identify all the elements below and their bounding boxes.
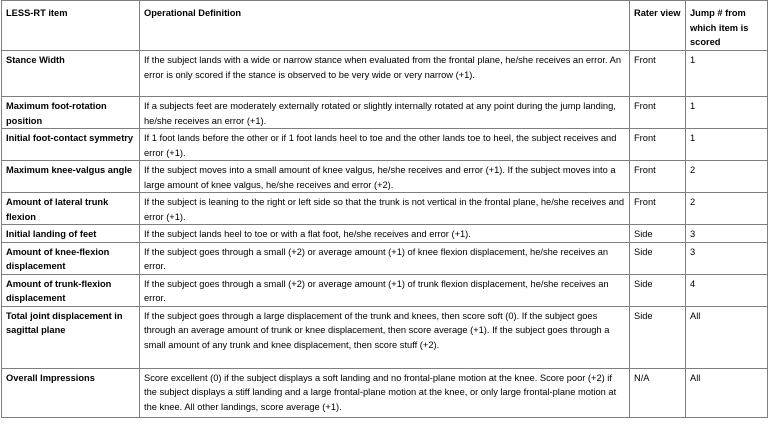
jump-cell: 1: [686, 51, 768, 97]
definition-cell: If the subject lands heel to toe or with a flat foot, he/she receives and error (+1).: [140, 225, 630, 243]
view-cell: Front: [630, 97, 686, 129]
definition-cell: If the subject moves into a small amount of knee valgus, he/she receives and error (+1). If the subject moves into a large amount of knee valgus, he/she receives and error (+2).: [140, 161, 630, 193]
view-cell: Front: [630, 129, 686, 161]
header-jump: Jump # from which item is scored: [686, 1, 768, 51]
table-row: [2, 306, 768, 368]
view-cell: Front: [630, 51, 686, 97]
item-cell: Overall Impressions: [2, 368, 140, 417]
table-row: [2, 225, 768, 243]
definition-cell: If the subject goes through a small (+2) or average amount (+1) of knee flexion displacement, he/she receives an error.: [140, 242, 630, 274]
less-rt-table: [1, 0, 768, 418]
item-cell: Maximum knee-valgus angle: [2, 161, 140, 193]
jump-cell: 3: [686, 242, 768, 274]
table-header-row: [2, 1, 768, 51]
view-cell: Side: [630, 225, 686, 243]
jump-cell: 2: [686, 161, 768, 193]
table-row: [2, 161, 768, 193]
view-cell: Side: [630, 274, 686, 306]
header-definition: Operational Definition: [140, 1, 630, 51]
definition-cell: If the subject goes through a small (+2) or average amount (+1) of trunk flexion displacement, he/she receives an error.: [140, 274, 630, 306]
table-row: [2, 129, 768, 161]
table-row: [2, 274, 768, 306]
item-cell: Maximum foot-rotation position: [2, 97, 140, 129]
jump-cell: 3: [686, 225, 768, 243]
item-cell: Stance Width: [2, 51, 140, 97]
item-cell: Total joint displacement in sagittal plane: [2, 306, 140, 368]
table-row: [2, 97, 768, 129]
jump-cell: 2: [686, 193, 768, 225]
definition-cell: If a subjects feet are moderately externally rotated or slightly internally rotated at any point during the jump landing, he/she receives an error (+1).: [140, 97, 630, 129]
jump-cell: 1: [686, 129, 768, 161]
jump-cell: 1: [686, 97, 768, 129]
header-item: LESS-RT item: [2, 1, 140, 51]
view-cell: Front: [630, 161, 686, 193]
jump-cell: All: [686, 368, 768, 417]
definition-cell: If the subject lands with a wide or narrow stance when evaluated from the frontal plane, he/she receives an error. An error is only scored if the stance is observed to be very wide or very narrow (+1).: [140, 51, 630, 97]
table-row: [2, 242, 768, 274]
definition-cell: Score excellent (0) if the subject displays a soft landing and no frontal-plane motion at the knee. Score poor (+2) if the subject displays a stiff landing and a large frontal-plane motion at the knee, or only large frontal-plane motion at the knee. All other landings, score average (+1).: [140, 368, 630, 417]
definition-cell: If 1 foot lands before the other or if 1 foot lands heel to toe and the other lands toe to heel, the subject receives and error (+1).: [140, 129, 630, 161]
view-cell: Front: [630, 193, 686, 225]
definition-cell: If the subject is leaning to the right or left side so that the trunk is not vertical in the frontal plane, he/she receives and error (+1).: [140, 193, 630, 225]
table-row: [2, 51, 768, 97]
item-cell: Amount of lateral trunk flexion: [2, 193, 140, 225]
item-cell: Amount of knee-flexion displacement: [2, 242, 140, 274]
definition-cell: If the subject goes through a large displacement of the trunk and knees, then score soft (0). If the subject goes through an average amount of trunk or knee displacement, then score average (+1). If the subject goes through a small amount of any trunk and knee displacement, then score stuff (+2).: [140, 306, 630, 368]
header-rater-view: Rater view: [630, 1, 686, 51]
view-cell: N/A: [630, 368, 686, 417]
jump-cell: 4: [686, 274, 768, 306]
table-row: [2, 368, 768, 417]
view-cell: Side: [630, 306, 686, 368]
table-row: [2, 193, 768, 225]
view-cell: Side: [630, 242, 686, 274]
jump-cell: All: [686, 306, 768, 368]
item-cell: Initial foot-contact symmetry: [2, 129, 140, 161]
item-cell: Initial landing of feet: [2, 225, 140, 243]
item-cell: Amount of trunk-flexion displacement: [2, 274, 140, 306]
